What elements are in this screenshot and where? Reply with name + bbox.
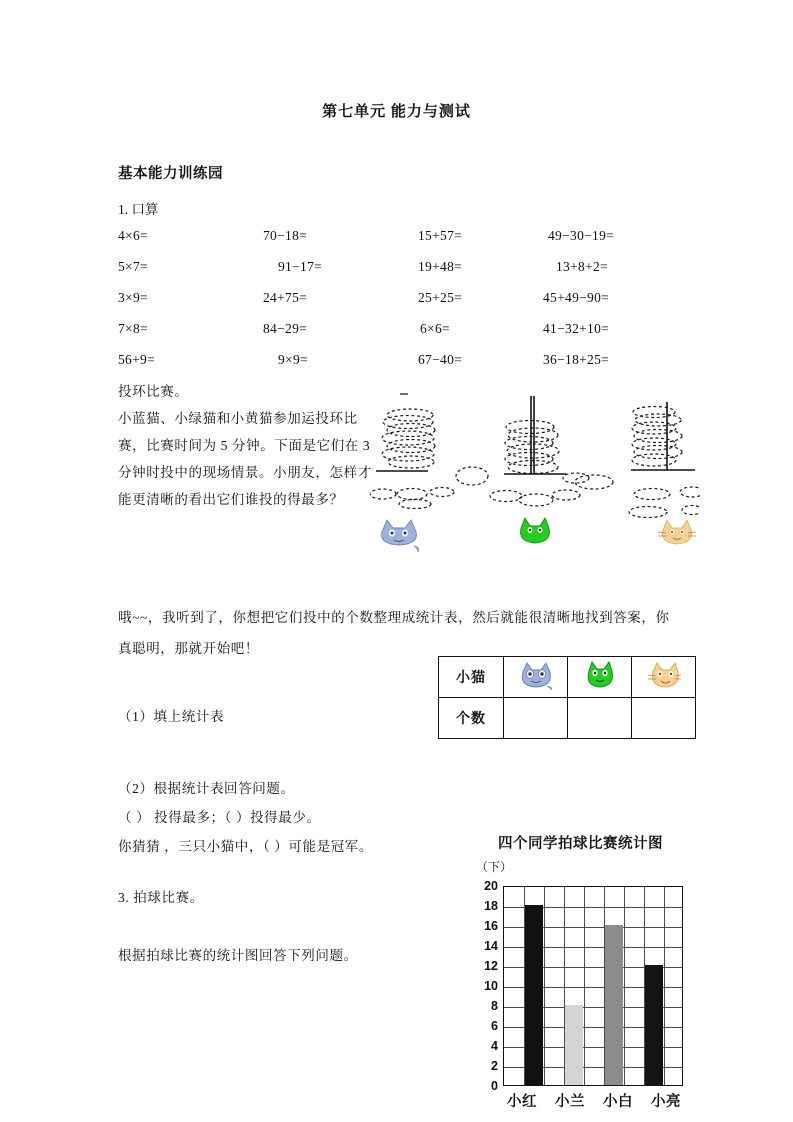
table-row-cats [439, 657, 696, 698]
arithmetic-item: 45+49−90= [543, 290, 610, 305]
blue-cat-icon [382, 520, 419, 552]
arithmetic-item: 84−29= [263, 321, 308, 336]
arithmetic-row [118, 228, 648, 259]
arithmetic-item: 4×6= [118, 228, 148, 243]
gridline-vertical [664, 887, 665, 1085]
x-tick-label: 小兰 [555, 1094, 585, 1110]
arithmetic-item: 7×8= [118, 321, 148, 336]
arithmetic-item: 70−18= [263, 228, 308, 243]
y-tick-label: 16 [484, 919, 498, 933]
question-2-answer-b: 你猜猜 ，三只小猫中，（ ）可能是冠军。 [118, 839, 373, 854]
green-cat-icon [521, 518, 550, 543]
section-heading: 基本能力训练园 [118, 166, 223, 182]
arithmetic-row [118, 352, 648, 383]
y-tick-label: 10 [484, 979, 498, 993]
chart-plot-area [503, 886, 683, 1086]
question-1-label: 1. 口算 [118, 202, 159, 217]
question-2-answer-a: （ ） 投得最多；（ ）投得最少。 [118, 810, 321, 825]
arithmetic-item: 19+48= [418, 259, 463, 274]
ring-toss-illustration [370, 382, 700, 562]
y-tick-label: 2 [491, 1059, 498, 1073]
arithmetic-item: 91−17= [278, 259, 323, 274]
arithmetic-item: 13+8+2= [556, 259, 608, 274]
ring-toss-svg [370, 382, 700, 562]
x-tick-label: 小红 [507, 1094, 537, 1110]
chart-title: 四个同学拍球比赛统计图 [498, 836, 663, 852]
gridline-vertical [624, 887, 625, 1085]
bar-小红 [525, 905, 543, 1085]
question-2-oh-text: 哦~~，我听到了，你想把它们投中的个数整理成统计表，然后就能很清晰地找到答案，你真聪明，那就开始吧！ [118, 610, 670, 656]
chart-unit-label: （下） [476, 860, 513, 874]
arithmetic-item: 49−30−19= [548, 228, 615, 243]
arithmetic-item: 6×6= [420, 321, 450, 336]
y-tick-label: 8 [491, 999, 498, 1013]
y-tick-label: 0 [491, 1079, 498, 1093]
count-cell-blue[interactable] [504, 698, 568, 739]
arithmetic-row [118, 259, 648, 290]
y-tick-label: 12 [484, 959, 498, 973]
blue-cat-icon [519, 660, 553, 690]
y-tick-label: 20 [484, 879, 498, 893]
bar-小白 [605, 925, 623, 1085]
arithmetic-item: 15+57= [418, 228, 463, 243]
bar-chart [468, 832, 693, 1117]
row-label-count: 个数 [439, 698, 504, 739]
yellow-cat-icon [658, 520, 696, 544]
arithmetic-item: 25+25= [418, 290, 463, 305]
arithmetic-item: 5×7= [118, 259, 148, 274]
arithmetic-grid [118, 228, 648, 383]
y-tick-label: 14 [484, 939, 498, 953]
question-2-title: 投环比赛。 [118, 384, 189, 399]
page-title: 第七单元 能力与测试 [322, 104, 471, 120]
question-2-answer-head: （2）根据统计表回答问题。 [118, 781, 295, 796]
gridline-vertical [584, 887, 585, 1085]
arithmetic-row [118, 321, 648, 352]
table-row-counts [439, 698, 696, 739]
arithmetic-item: 41−32+10= [543, 321, 610, 336]
y-tick-label: 6 [491, 1019, 498, 1033]
question-3-heading: 3. 拍球比赛。 [118, 890, 204, 905]
cell-green-cat [568, 657, 632, 698]
count-cell-yellow[interactable] [632, 698, 696, 739]
count-cell-green[interactable] [568, 698, 632, 739]
arithmetic-item: 36−18+25= [543, 352, 610, 367]
cell-yellow-cat [632, 657, 696, 698]
statistics-table [438, 656, 696, 739]
y-tick-label: 18 [484, 899, 498, 913]
bar-小亮 [645, 965, 663, 1085]
question-3-body: 根据拍球比赛的统计图回答下列问题。 [118, 948, 358, 963]
chart-x-axis [498, 1090, 690, 1111]
yellow-cat-icon [647, 660, 681, 690]
arithmetic-item: 3×9= [118, 290, 148, 305]
row-label-cat: 小猫 [439, 657, 504, 698]
arithmetic-row [118, 290, 648, 321]
x-tick-label: 小亮 [651, 1094, 681, 1110]
arithmetic-item: 9×9= [278, 352, 308, 367]
y-tick-label: 4 [491, 1039, 498, 1053]
arithmetic-item: 24+75= [263, 290, 308, 305]
cell-blue-cat [504, 657, 568, 698]
arithmetic-item: 56+9= [118, 352, 155, 367]
question-2-body: 小蓝猫、小绿猫和小黄猫参加运投环比赛，比赛时间为 5 分钟。下面是它们在 3 分钟时投中的现场情景。小朋友，怎样才能更清晰的看出它们谁投的得最多？ [118, 411, 372, 507]
arithmetic-item: 67−40= [418, 352, 463, 367]
gridline-vertical [544, 887, 545, 1085]
x-tick-label: 小白 [603, 1094, 633, 1110]
green-cat-icon [585, 660, 615, 690]
bar-小兰 [565, 1005, 583, 1085]
question-2-fill-label: （1）填上统计表 [118, 709, 225, 724]
